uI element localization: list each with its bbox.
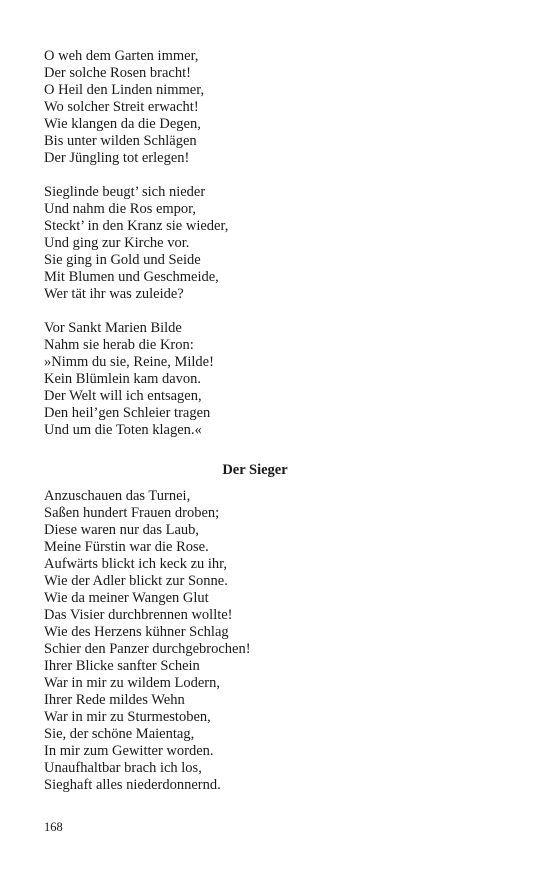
poem-line: Sie, der schöne Maientag, xyxy=(44,726,195,742)
poem-line: Den heil’gen Schleier tragen xyxy=(44,405,211,421)
poem-line: Steckt’ in den Kranz sie wieder, xyxy=(44,218,229,234)
poem-line: Sieglinde beugt’ sich nieder xyxy=(44,184,206,200)
poem-line: Saßen hundert Frauen droben; xyxy=(44,505,220,521)
poem-line: Sieghaft alles niederdonnernd. xyxy=(44,777,221,793)
poem-line: Schier den Panzer durchgebrochen! xyxy=(44,641,251,657)
poem-line: O Heil den Linden nimmer, xyxy=(44,82,205,98)
poem-line: Diese waren nur das Laub, xyxy=(44,522,200,538)
poem-line: Wer tät ihr was zuleide? xyxy=(44,286,184,302)
poem-line: Wie da meiner Wangen Glut xyxy=(44,590,209,606)
stanza-3 xyxy=(44,320,214,439)
poem-line: Unaufhaltbar brach ich los, xyxy=(44,760,202,776)
poem-line: Und um die Toten klagen.« xyxy=(44,422,202,438)
poem-line: War in mir zu Sturmestoben, xyxy=(44,709,211,725)
poem-line: Der solche Rosen bracht! xyxy=(44,65,191,81)
poem-line: Bis unter wilden Schlägen xyxy=(44,133,197,149)
stanza-der-sieger xyxy=(44,488,251,794)
page-number: 168 xyxy=(44,820,63,834)
poem-line: Ihrer Rede mildes Wehn xyxy=(44,692,185,708)
poem-line: Der Jüngling tot erlegen! xyxy=(44,150,190,166)
poem-line: Das Visier durchbrennen wollte! xyxy=(44,607,233,623)
stanza-1 xyxy=(44,48,204,167)
poem-line: Und nahm die Ros empor, xyxy=(44,201,197,217)
poem-title: Der Sieger xyxy=(222,462,288,478)
poem-line: Ihrer Blicke sanfter Schein xyxy=(44,658,200,674)
poem-line: War in mir zu wildem Lodern, xyxy=(44,675,221,691)
poem-line: Nahm sie herab die Kron: xyxy=(44,337,194,353)
poem-line: Und ging zur Kirche vor. xyxy=(44,235,190,251)
poem-line: Sie ging in Gold und Seide xyxy=(44,252,201,268)
poem-line: Der Welt will ich entsagen, xyxy=(44,388,202,404)
poem-line: Wo solcher Streit erwacht! xyxy=(44,99,199,115)
poem-line: Wie des Herzens kühner Schlag xyxy=(44,624,229,640)
poem-line: Meine Fürstin war die Rose. xyxy=(44,539,209,555)
poem-line: »Nimm du sie, Reine, Milde! xyxy=(44,354,214,370)
poem-line: Vor Sankt Marien Bilde xyxy=(44,320,182,336)
poem-line: Mit Blumen und Geschmeide, xyxy=(44,269,219,285)
poem-line: Wie der Adler blickt zur Sonne. xyxy=(44,573,228,589)
stanza-2 xyxy=(44,184,228,303)
poem-line: Anzuschauen das Turnei, xyxy=(44,488,191,504)
poem-line: Kein Blümlein kam davon. xyxy=(44,371,202,387)
poem-line: In mir zum Gewitter worden. xyxy=(44,743,214,759)
poem-line: O weh dem Garten immer, xyxy=(44,48,199,64)
poem-line: Wie klangen da die Degen, xyxy=(44,116,201,132)
poem-line: Aufwärts blickt ich keck zu ihr, xyxy=(44,556,228,572)
